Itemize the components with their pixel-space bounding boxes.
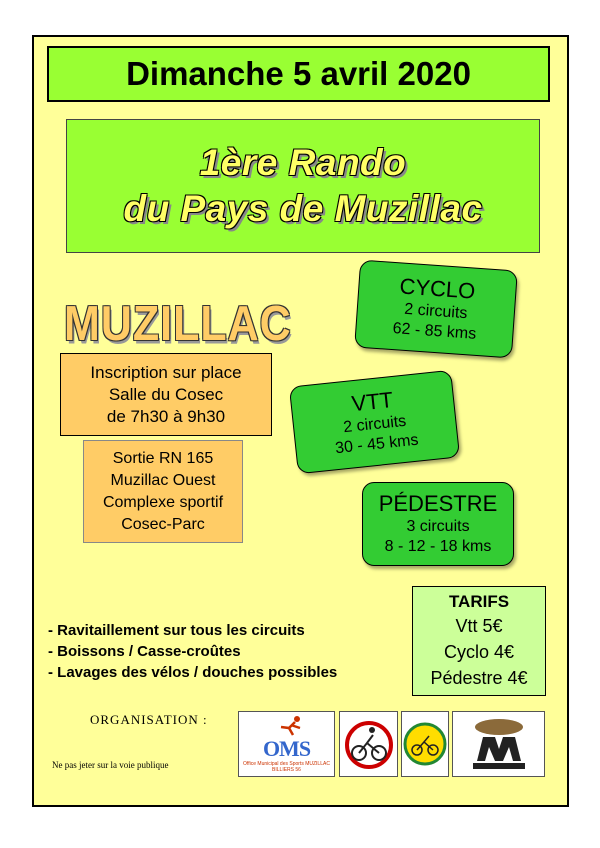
oms-logo-text: OMS bbox=[262, 736, 311, 761]
pedestre-card bbox=[362, 482, 514, 566]
vtt-club-logo bbox=[339, 711, 398, 777]
runner-icon bbox=[267, 715, 307, 737]
event-title-box bbox=[66, 119, 540, 253]
location-line: Cosec-Parc bbox=[121, 515, 205, 533]
vtt-card bbox=[289, 370, 460, 475]
cyclist-icon bbox=[403, 714, 447, 774]
pedestre-distance: 8 - 12 - 18 kms bbox=[384, 538, 492, 555]
cyclo-club-logo bbox=[401, 711, 449, 777]
location-box bbox=[83, 440, 243, 543]
vtt-circuits: 2 circuits bbox=[342, 412, 408, 437]
inscription-line: de 7h30 à 9h30 bbox=[106, 406, 226, 426]
mountain-bike-icon bbox=[341, 713, 397, 775]
cyclo-distance: 62 - 85 kms bbox=[392, 320, 477, 343]
organisation-label: ORGANISATION : bbox=[90, 712, 208, 727]
tarif-item: Pédestre 4€ bbox=[430, 668, 528, 688]
pedestre-circuits: 3 circuits bbox=[406, 518, 470, 535]
services-list bbox=[48, 620, 408, 683]
location-line: Sortie RN 165 bbox=[112, 449, 214, 467]
cyclo-title: CYCLO bbox=[398, 273, 477, 304]
event-title-line2: du Pays de Muzillac bbox=[123, 188, 483, 229]
inscription-line: Inscription sur place bbox=[90, 362, 242, 382]
inscription-line: Salle du Cosec bbox=[108, 384, 224, 404]
tarifs-title: TARIFS bbox=[448, 592, 510, 611]
event-date: Dimanche 5 avril 2020 bbox=[47, 46, 550, 102]
event-title-line1: 1ère Rando bbox=[199, 142, 407, 183]
tarif-item: Vtt 5€ bbox=[455, 616, 503, 636]
location-line: Muzillac Ouest bbox=[110, 471, 216, 489]
oms-logo bbox=[238, 711, 335, 777]
inscription-box bbox=[60, 353, 272, 436]
service-item: - Lavages des vélos / douches possibles bbox=[48, 664, 338, 681]
pedestre-title: PÉDESTRE bbox=[378, 491, 498, 516]
tarif-item: Cyclo 4€ bbox=[443, 642, 515, 662]
cyclo-card bbox=[354, 260, 518, 359]
tarifs-box bbox=[412, 586, 546, 696]
service-item: - Ravitaillement sur tous les circuits bbox=[48, 622, 305, 639]
muz-logo bbox=[452, 711, 545, 777]
town-name: MUZILLAC bbox=[64, 296, 292, 352]
oms-logo-subtitle: Office Municipal des Sports MUZILLAC BILLIERS 56 bbox=[243, 761, 330, 773]
muz-hiker-icon bbox=[455, 713, 543, 775]
vtt-title: VTT bbox=[350, 387, 395, 417]
location-line: Complexe sportif bbox=[102, 493, 224, 511]
recycling-notice: Ne pas jeter sur la voie publique bbox=[52, 760, 169, 770]
cyclo-circuits: 2 circuits bbox=[403, 300, 468, 323]
service-item: - Boissons / Casse-croûtes bbox=[48, 643, 241, 660]
vtt-distance: 30 - 45 kms bbox=[334, 431, 420, 458]
